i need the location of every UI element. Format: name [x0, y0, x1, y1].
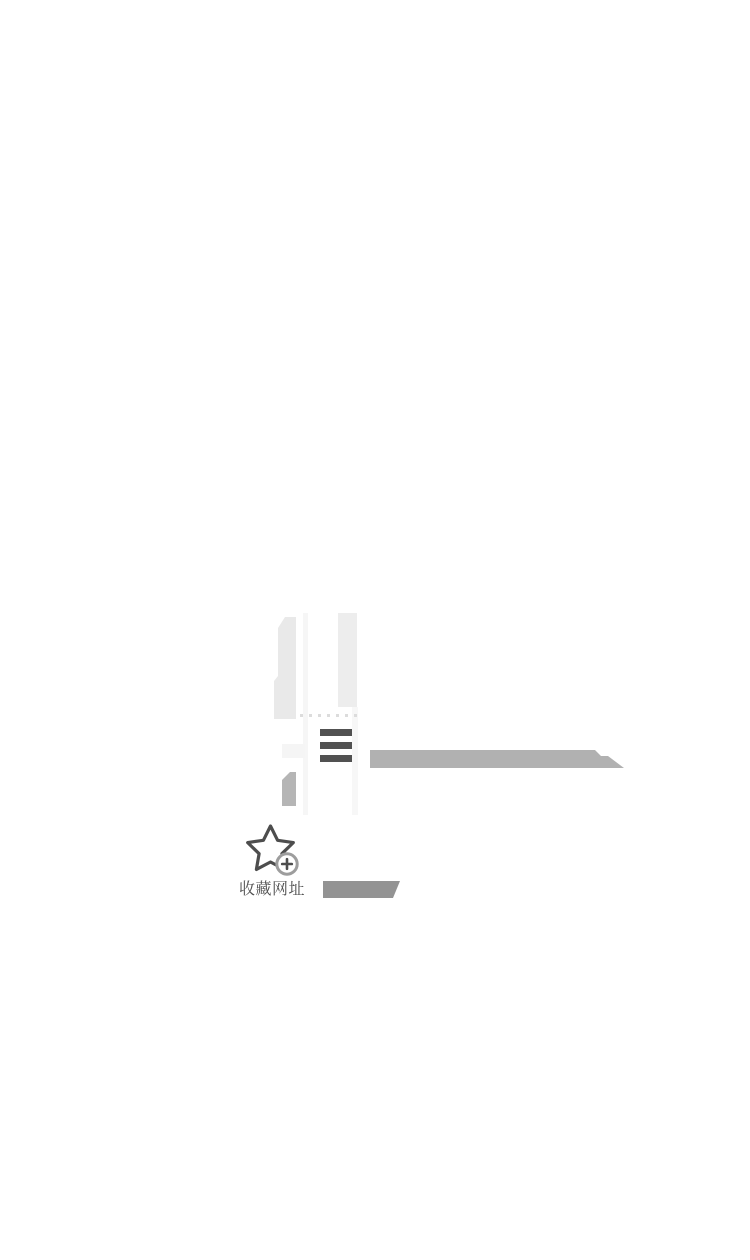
skeleton-strip-right	[338, 613, 357, 707]
star-plus-icon	[236, 820, 308, 880]
gray-block-placeholder	[282, 772, 296, 806]
bookmark-url-label: 收藏网址	[238, 879, 305, 898]
bookmark-url-button[interactable]	[236, 820, 308, 900]
skeleton-strip-left	[274, 617, 296, 719]
text-placeholder-bar-long	[370, 750, 624, 768]
text-placeholder-bar-small	[323, 881, 400, 898]
faint-text-placeholder-row	[300, 714, 362, 717]
hamburger-bar	[320, 755, 352, 762]
hamburger-menu-icon[interactable]	[320, 729, 352, 762]
hamburger-bar	[320, 742, 352, 749]
skeleton-strip-right-lower	[352, 707, 358, 815]
hamburger-bar	[320, 729, 352, 736]
skeleton-pale-band	[282, 744, 305, 758]
